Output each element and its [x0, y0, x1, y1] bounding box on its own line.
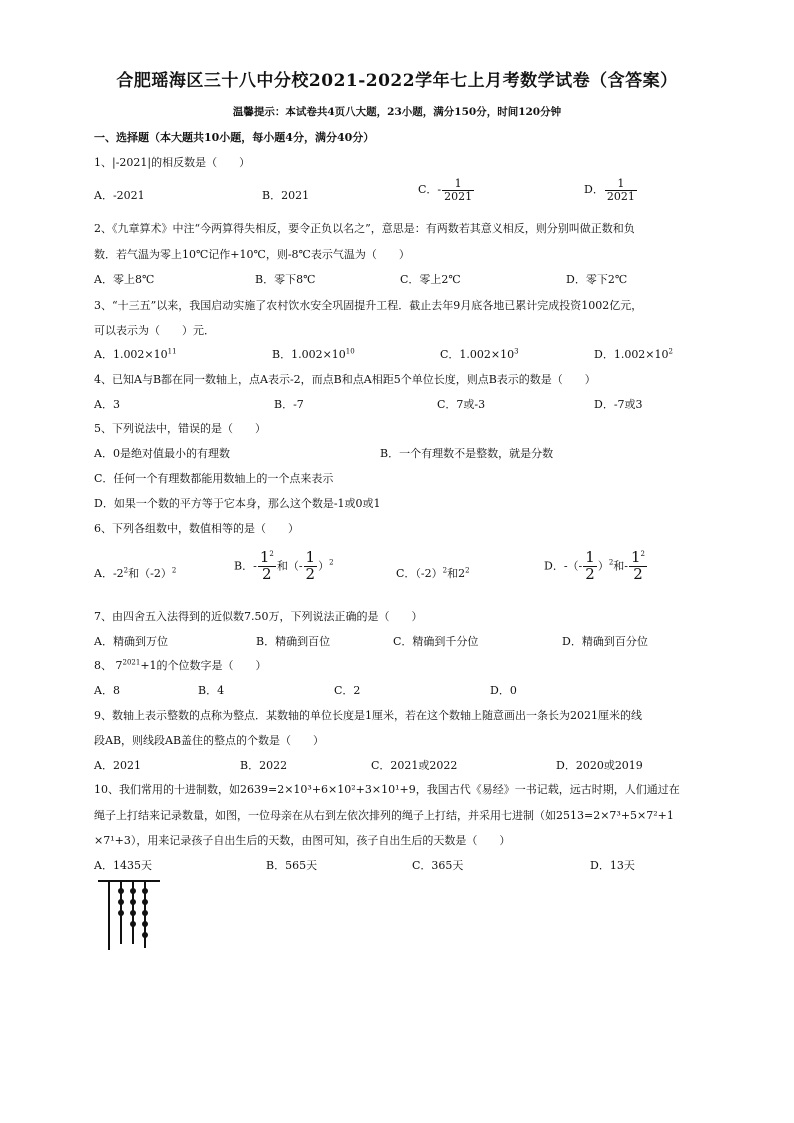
- question-8-stem: [94, 657, 267, 673]
- question-6-stem: 6、下列各组数中，数值相等的是（ ）: [94, 522, 299, 535]
- q2-option-d: D．零下2℃: [566, 273, 628, 286]
- exponent: 11: [167, 347, 177, 356]
- question-10-line-2: 绳子上打结来记录数量，如图，一位母亲在从右到左依次排列的绳子上打结，并采用七进制（如2513=2×7³+5×7²+1: [94, 809, 674, 822]
- q6-b-fraction-2: [304, 550, 318, 583]
- denominator: 2: [633, 564, 643, 583]
- question-2-line-1: 2、《九章算术》中注“今两算得失相反，要令正负以名之”，意思是：有两数若其意义相反，则分别叫做正数和负: [94, 222, 635, 235]
- knot: [118, 910, 124, 916]
- q6-option-d: [544, 550, 648, 583]
- q1-d-prefix: D．: [584, 183, 604, 197]
- question-10-line-3: ×7¹+3），用来记录孩子自出生后的天数，由图可知，孩子自出生后的天数是（ ）: [94, 834, 511, 847]
- text: D．-（-: [544, 559, 583, 573]
- numerator: 1: [305, 548, 316, 566]
- q5-option-b: B．一个有理数不是整数，就是分数: [380, 447, 554, 460]
- q10-option-a: A．1435天: [94, 859, 152, 872]
- q1-c-fraction: [442, 178, 474, 202]
- numerator-base: 1: [259, 548, 270, 566]
- exponent: 2: [123, 566, 129, 575]
- q6-option-b: [234, 550, 334, 583]
- base: A．1.002×10: [94, 348, 168, 361]
- q9-option-b: B．2022: [240, 759, 288, 772]
- denominator: 2: [585, 564, 595, 583]
- exponent: 2: [171, 566, 177, 575]
- q3-option-c: [440, 346, 519, 362]
- denominator: 2: [262, 564, 272, 583]
- q5-option-d: D．如果一个数的平方等于它本身，那么这个数是-1或0或1: [94, 497, 381, 510]
- q2-option-a: A．零上8℃: [94, 273, 155, 286]
- numerator: 1: [442, 178, 474, 191]
- q7-option-c: C．精确到千分位: [393, 635, 479, 648]
- exponent: 2: [465, 566, 470, 575]
- question-7-stem: 7、由四舍五入法得到的近似数7.50万，下列说法正确的是（ ）: [94, 610, 423, 623]
- q4-option-b: B．-7: [274, 398, 304, 411]
- q2-option-b: B．零下8℃: [255, 273, 316, 286]
- question-9-line-2: 段AB，则线段AB盖住的整点的个数是（ ）: [94, 734, 325, 747]
- knot: [118, 899, 124, 905]
- question-3-line-2: 可以表示为（ ）元．: [94, 324, 215, 337]
- q7-option-d: D．精确到百分位: [562, 635, 648, 648]
- denominator: 2021: [444, 189, 473, 203]
- text: 和（-: [276, 559, 303, 573]
- q6-d-fraction-1: [583, 550, 597, 583]
- text: 和-: [613, 559, 628, 573]
- text: A．-2: [94, 567, 124, 580]
- text: ）: [597, 559, 609, 573]
- denominator: 2021: [606, 189, 635, 203]
- base: C．1.002×10: [440, 348, 515, 361]
- exponent: 2: [640, 550, 646, 558]
- q1-option-b: B．2021: [262, 189, 310, 202]
- numerator-base: 1: [631, 548, 641, 566]
- q6-option-c: [396, 565, 470, 581]
- question-4-stem: 4、已知A与B都在同一数轴上，点A表示-2，而点B和点A相距5个单位长度，则点B表示的数是（ ）: [94, 373, 596, 386]
- denominator: 2: [305, 564, 316, 583]
- knot: [142, 899, 148, 905]
- q6-option-a: [94, 565, 176, 581]
- q6-d-fraction-2: [629, 550, 647, 583]
- knot: [130, 910, 136, 916]
- q3-option-b: [272, 346, 355, 362]
- q10-option-c: C．365天: [412, 859, 464, 872]
- q8-option-a: A．8: [94, 684, 120, 697]
- exponent: 2: [608, 558, 614, 567]
- text: ）: [318, 559, 330, 573]
- knot: [118, 888, 124, 894]
- q8-option-c: C．2: [334, 684, 361, 697]
- text: +1的个位数字是（ ）: [140, 659, 267, 672]
- knot: [130, 888, 136, 894]
- base: B．1.002×10: [272, 348, 346, 361]
- q7-option-a: A．精确到万位: [94, 635, 168, 648]
- question-2-line-2: 数．若气温为零上10℃记作+10℃，则-8℃表示气温为（ ）: [94, 248, 410, 261]
- rope-1: [108, 882, 110, 950]
- text: B．-: [234, 559, 257, 573]
- knotted-rope-figure: [98, 880, 162, 952]
- q1-option-c: [418, 178, 475, 202]
- q7-option-b: B．精确到百位: [256, 635, 331, 648]
- exponent: 2021: [122, 658, 141, 667]
- q1-d-fraction: [605, 178, 637, 202]
- question-3-line-1: 3、“十三五”以来，我国启动实施了农村饮水安全巩固提升工程．截止去年9月底各地已累计完成投资1002亿元，: [94, 299, 643, 312]
- text: 和（-2）: [128, 567, 172, 580]
- page-title: 合肥瑶海区三十八中分校2021-2022学年七上月考数学试卷（含答案）: [116, 71, 678, 91]
- q1-option-d: [584, 178, 638, 202]
- question-10-line-1: 10、我们常用的十进制数，如2639=2×10³+6×10²+3×10¹+9，我国古代《易经》一书记载，远古时期，人们通过在: [94, 783, 680, 796]
- base: D．1.002×10: [594, 348, 669, 361]
- exponent: 2: [329, 558, 334, 567]
- q5-option-c: C．任何一个有理数都能用数轴上的一个点来表示: [94, 472, 334, 485]
- exponent: 3: [514, 347, 519, 356]
- q4-option-c: C．7或-3: [437, 398, 486, 411]
- numerator: 1: [585, 548, 595, 566]
- numerator: 1: [605, 178, 637, 191]
- q1-c-prefix: C．-: [418, 183, 442, 197]
- q8-option-d: D．0: [490, 684, 517, 697]
- knot: [142, 888, 148, 894]
- exponent: 2: [269, 550, 274, 558]
- knot: [142, 921, 148, 927]
- q3-option-a: [94, 346, 177, 362]
- exponent: 10: [345, 347, 355, 356]
- q8-option-b: B．4: [198, 684, 225, 697]
- section-heading: 一、选择题（本大题共10小题，每小题4分，满分40分）: [94, 131, 375, 144]
- q4-option-d: D．-7或3: [594, 398, 643, 411]
- q10-option-d: D．13天: [590, 859, 635, 872]
- q3-option-d: [594, 346, 673, 362]
- knot: [142, 910, 148, 916]
- question-9-line-1: 9、数轴上表示整数的点称为整点．某数轴的单位长度是1厘米，若在这个数轴上随意画出一条长为2021厘米的线: [94, 709, 642, 722]
- question-5-stem: 5、下列说法中，错误的是（ ）: [94, 422, 266, 435]
- text: C．（-2）: [396, 567, 443, 580]
- q9-option-c: C．2021或2022: [371, 759, 458, 772]
- q2-option-c: C．零上2℃: [400, 273, 461, 286]
- knot: [130, 899, 136, 905]
- question-1-stem: 1、|-2021|的相反数是（ ）: [94, 156, 251, 169]
- q9-option-d: D．2020或2019: [556, 759, 643, 772]
- text: 和2: [447, 567, 466, 580]
- q1-option-a: A．-2021: [94, 189, 145, 202]
- q10-option-b: B．565天: [266, 859, 318, 872]
- q5-option-a: A．0是绝对值最小的有理数: [94, 447, 230, 460]
- q9-option-a: A．2021: [94, 759, 141, 772]
- text: 8、 7: [94, 659, 123, 672]
- knot: [130, 921, 136, 927]
- exponent: 2: [442, 566, 448, 575]
- exponent: 2: [668, 347, 673, 356]
- q4-option-a: A．3: [94, 398, 120, 411]
- knot: [142, 932, 148, 938]
- exam-hint: 温馨提示：本试卷共4页八大题，23小题，满分150分，时间120分钟: [232, 106, 562, 118]
- q6-b-fraction-1: [258, 550, 276, 583]
